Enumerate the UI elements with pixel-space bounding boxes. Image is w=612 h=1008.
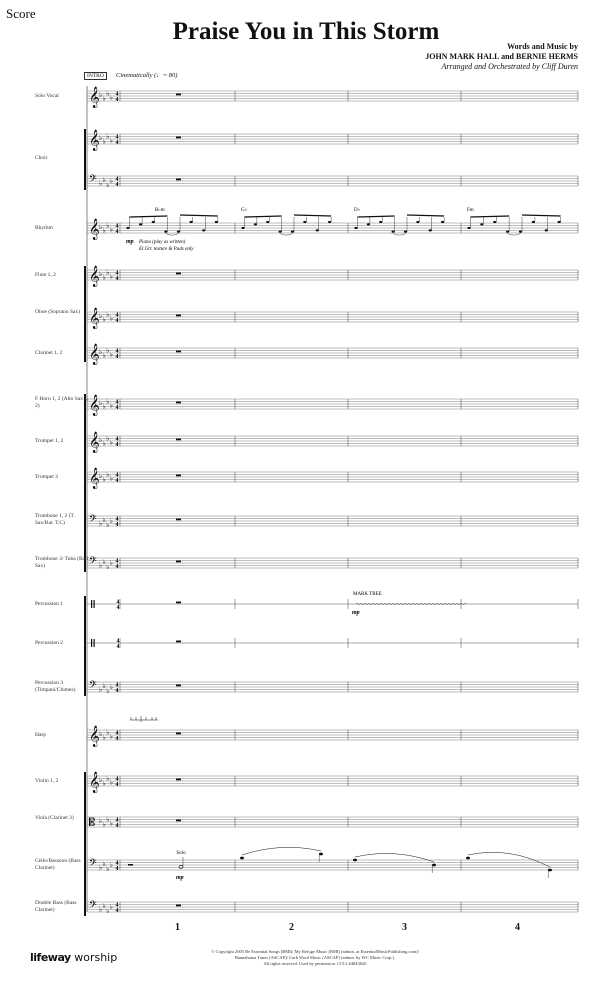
measure-number: 1 <box>175 922 180 933</box>
flat-icon: ♭ <box>109 225 114 234</box>
whole-rest <box>176 685 181 687</box>
note-head <box>429 229 432 231</box>
score-label: Score <box>6 6 36 21</box>
flat-icon: ♭ <box>106 180 110 189</box>
time-signature-bottom: 4 <box>115 97 119 103</box>
time-signature-bottom: 4 <box>115 318 119 324</box>
flat-icon: ♭ <box>109 517 114 525</box>
time-signature-bottom: 4 <box>115 866 119 872</box>
time-signature-bottom: 4 <box>115 736 119 742</box>
note-head <box>254 223 257 225</box>
flat-icon: ♭ <box>102 681 106 690</box>
alto-clef-icon: 𝄡 <box>89 816 96 829</box>
flat-icon: ♭ <box>99 729 103 738</box>
flat-icon: ♭ <box>106 346 110 355</box>
instrument-label: Oboe (Soprano Sax) <box>35 309 80 315</box>
flat-icon: ♭ <box>109 474 114 483</box>
treble-clef-icon: 𝄞 <box>89 395 100 416</box>
flat-icon: ♭ <box>109 136 114 145</box>
note-head <box>319 853 323 856</box>
treble-clef-icon: 𝄞 <box>89 726 100 747</box>
time-signature-bottom: 4 <box>115 182 119 188</box>
note-head <box>202 229 205 231</box>
whole-rest <box>176 733 181 735</box>
copyright <box>150 949 480 967</box>
instrument-label: Cello/Bassoon (Bass Clarinet) <box>35 858 81 871</box>
note-head <box>164 231 167 233</box>
flat-icon: ♭ <box>102 475 106 484</box>
flat-icon: ♭ <box>109 401 114 410</box>
flat-icon: ♭ <box>102 175 106 184</box>
flat-icon: ♭ <box>106 728 110 737</box>
beam <box>358 216 395 217</box>
flat-icon: ♭ <box>109 778 114 787</box>
bass-clef-icon: 𝄢 <box>89 899 97 913</box>
time-signature-top: 4 <box>115 348 119 355</box>
whole-rest <box>176 602 181 604</box>
whole-rest <box>176 179 181 181</box>
flat-icon: ♭ <box>109 314 114 323</box>
time-signature-top: 4 <box>115 176 119 183</box>
flat-icon: ♭ <box>106 268 110 277</box>
time-signature-top: 4 <box>115 270 119 277</box>
treble-clef-icon: 𝄞 <box>89 468 100 489</box>
flat-icon: ♭ <box>106 686 110 695</box>
beam <box>407 215 444 216</box>
flat-icon: ♭ <box>99 863 103 872</box>
whole-rest <box>176 475 181 477</box>
time-signature-top: 4 <box>115 817 119 824</box>
copyright-line: © Copyright 2005 Be Essential Songs (BMI)/ My Refuge Music (BMI) (admin. at EssentialMusicPublishing.com)/ <box>211 949 419 954</box>
flat-icon: ♭ <box>106 310 110 319</box>
flat-icon: ♭ <box>99 471 103 480</box>
flat-icon: ♭ <box>109 861 114 869</box>
treble-clef-icon: 𝄞 <box>89 344 100 365</box>
copyright-line: All rights reserved. Used by permission. CCLI #4843620 <box>263 961 367 966</box>
note-head <box>441 221 444 223</box>
whole-rest <box>176 137 181 139</box>
tempo-marking: Cinematically (♩= 80) <box>116 72 178 79</box>
chord-symbol: G♭ <box>241 208 247 213</box>
note-head <box>354 227 357 229</box>
flat-icon: ♭ <box>106 397 110 406</box>
time-signature-bottom: 4 <box>115 688 119 694</box>
time-signature-top: 4 <box>115 860 119 867</box>
time-signature-top: 4 <box>115 730 119 737</box>
flat-icon: ♭ <box>106 434 110 443</box>
note-head <box>241 227 244 229</box>
flat-icon: ♭ <box>102 557 106 566</box>
slur <box>355 853 434 862</box>
note-head <box>303 221 306 223</box>
flat-icon: ♭ <box>99 685 103 694</box>
time-signature-top: 4 <box>116 599 120 606</box>
time-signature-top: 4 <box>115 436 119 443</box>
flat-icon: ♭ <box>102 779 106 788</box>
flat-icon: ♭ <box>102 859 106 868</box>
time-signature-bottom: 4 <box>115 478 119 484</box>
instrument-label: Trumpet 3 <box>35 474 58 480</box>
beam <box>294 215 331 216</box>
instrument-label: Trumpet 1, 2 <box>35 438 64 444</box>
flat-icon: ♭ <box>102 226 106 235</box>
logo-light: worship <box>74 951 118 964</box>
whole-rest <box>176 905 181 907</box>
half-rest <box>128 864 133 866</box>
bass-clef-icon: 𝄢 <box>89 857 97 871</box>
flat-icon: ♭ <box>99 347 103 356</box>
measure-number: 4 <box>515 922 520 933</box>
flat-icon: ♭ <box>106 562 110 571</box>
flat-icon: ♭ <box>106 815 110 824</box>
time-signature-bottom: 4 <box>116 644 120 650</box>
time-signature-bottom: 4 <box>115 276 119 282</box>
dynamic-mp: mp <box>352 610 360 616</box>
flat-icon: ♭ <box>99 816 103 825</box>
harp-gliss-mark <box>130 716 158 722</box>
whole-rest <box>176 273 181 275</box>
time-signature-bottom: 4 <box>115 823 119 829</box>
note-head <box>404 231 407 233</box>
flat-icon: ♭ <box>99 561 103 570</box>
time-signature-top: 4 <box>115 902 119 909</box>
instrument-label: Double Bass (Bass Clarinet) <box>35 900 77 913</box>
time-signature-bottom: 4 <box>115 405 119 411</box>
beam <box>130 216 168 217</box>
flat-icon: ♭ <box>99 905 103 914</box>
bass-clef-icon: 𝄢 <box>89 555 97 569</box>
flat-icon: ♭ <box>99 90 103 99</box>
lifeway-worship-logo <box>30 951 117 964</box>
percussion-clef-icon <box>94 600 95 608</box>
time-signature-bottom: 4 <box>115 354 119 360</box>
time-signature-top: 4 <box>115 472 119 479</box>
words-music-label: Words and Music by <box>507 42 578 51</box>
chord-symbol: Fm <box>467 208 474 213</box>
flat-icon: ♭ <box>109 559 114 567</box>
treble-clef-icon: 𝄢 <box>89 173 97 187</box>
tie <box>166 234 179 236</box>
dynamic-mp: mp <box>176 875 184 881</box>
solo-marking: Solo <box>176 851 186 856</box>
time-signature-top: 4 <box>116 638 120 645</box>
instrument-label: Clarinet 1, 2 <box>35 350 63 356</box>
time-signature-bottom: 4 <box>115 229 119 235</box>
page-title: Praise You in This Storm <box>172 18 440 45</box>
flat-icon: ♭ <box>102 820 106 829</box>
instrument-label: Percussion 1 <box>35 601 63 607</box>
beam <box>471 216 510 217</box>
flat-icon: ♭ <box>102 137 106 146</box>
time-signature-bottom: 4 <box>115 522 119 528</box>
time-signature-top: 4 <box>115 399 119 406</box>
instrument-label: Flute 1, 2 <box>35 272 56 278</box>
percussion-clef-icon <box>91 639 92 647</box>
composers: JOHN MARK HALL and BERNIE HERMS <box>425 52 578 61</box>
treble-clef-icon: 𝄞 <box>89 432 100 453</box>
whole-rest <box>176 519 181 521</box>
chord-symbol: D♭ <box>354 208 360 213</box>
flat-icon: ♭ <box>106 470 110 479</box>
instrument-label: F Horn 1, 2 (Alto Sax 1, 2) <box>35 396 89 409</box>
beam <box>180 215 218 216</box>
tie <box>393 234 405 236</box>
measure-number: 2 <box>289 922 294 933</box>
flat-icon: ♭ <box>99 133 103 142</box>
flat-icon: ♭ <box>109 438 114 447</box>
flat-icon: ♭ <box>109 177 114 185</box>
flat-icon: ♭ <box>99 179 103 188</box>
treble-clef-icon: 𝄞 <box>89 308 100 329</box>
note-head <box>215 221 218 223</box>
note-head <box>266 221 269 223</box>
whole-rest <box>176 439 181 441</box>
time-signature-bottom: 4 <box>116 605 120 611</box>
instrument-label: Viola (Clarinet 3) <box>35 815 74 821</box>
note-head <box>506 231 509 233</box>
treble-clef-icon: 𝄞 <box>89 130 100 151</box>
time-signature-top: 4 <box>115 91 119 98</box>
note-head <box>467 227 470 229</box>
chord-symbol: B♭m <box>155 208 165 213</box>
flat-icon: ♭ <box>99 775 103 784</box>
flat-icon: ♭ <box>99 435 103 444</box>
flat-icon: ♭ <box>109 732 114 741</box>
whole-rest <box>176 779 181 781</box>
time-signature-bottom: 4 <box>115 140 119 146</box>
logo-bold: lifeway <box>30 951 71 964</box>
flat-icon: ♭ <box>109 819 114 828</box>
note-head <box>392 231 395 233</box>
note-head <box>532 221 535 223</box>
percussion-clef-icon <box>91 600 92 608</box>
note-head <box>416 221 419 223</box>
note-head <box>432 864 436 867</box>
flat-icon: ♭ <box>106 520 110 529</box>
flat-icon: ♭ <box>109 683 114 691</box>
flat-icon: ♭ <box>102 351 106 360</box>
time-signature-bottom: 4 <box>115 908 119 914</box>
flat-icon: ♭ <box>99 519 103 528</box>
tie <box>280 234 292 236</box>
dynamic-mp: mp <box>126 239 134 245</box>
time-signature-top: 4 <box>115 134 119 141</box>
whole-rest <box>176 820 181 822</box>
note-head <box>240 857 244 860</box>
whole-rest <box>176 315 181 317</box>
slur <box>242 847 321 855</box>
note-head <box>466 857 470 860</box>
note-head <box>177 231 180 233</box>
time-signature-top: 4 <box>115 516 119 523</box>
flat-icon: ♭ <box>99 398 103 407</box>
whole-rest <box>176 561 181 563</box>
beam <box>245 216 282 217</box>
note-head <box>519 231 522 233</box>
note-head <box>367 223 370 225</box>
flat-icon: ♭ <box>106 132 110 141</box>
time-signature-top: 4 <box>115 223 119 230</box>
note-head <box>545 229 548 231</box>
instrument-label: Harp <box>35 732 46 738</box>
instrument-label: Rhythm <box>35 225 53 231</box>
note-head <box>480 223 483 225</box>
time-signature-top: 4 <box>115 682 119 689</box>
note-head <box>316 229 319 231</box>
time-signature-bottom: 4 <box>115 442 119 448</box>
treble-clef-icon: 𝄞 <box>89 266 100 287</box>
whole-rest <box>176 402 181 404</box>
note-head <box>126 227 129 229</box>
note-head <box>548 869 552 872</box>
time-signature-top: 4 <box>115 558 119 565</box>
treble-clef-icon: 𝄞 <box>89 219 100 240</box>
note-head <box>139 223 142 225</box>
time-signature-top: 4 <box>115 312 119 319</box>
flat-icon: ♭ <box>106 89 110 98</box>
instrument-label: Solo Vocal <box>35 93 59 99</box>
whole-rest <box>176 94 181 96</box>
copyright-line: Bannahama Tunes (ASCAP)/ Curb Word Music (ASCAP) (admin. by WC Music Corp.). <box>234 955 396 960</box>
note-head <box>190 221 193 223</box>
flat-icon: ♭ <box>102 515 106 524</box>
note-head <box>353 859 357 862</box>
tie <box>508 234 521 236</box>
flat-icon: ♭ <box>102 315 106 324</box>
note-head <box>379 221 382 223</box>
performance-note: Piano (play as written) <box>139 240 186 245</box>
bass-clef-icon: 𝄢 <box>89 679 97 693</box>
percussion-instrument-label: MARK TREE <box>353 592 382 597</box>
time-signature-bottom: 4 <box>115 782 119 788</box>
slur <box>468 852 550 867</box>
section-intro-box: INTRO <box>84 72 107 80</box>
instrument-label: Violin 1, 2 <box>35 778 59 784</box>
flat-icon: ♭ <box>102 273 106 282</box>
flat-icon: ♭ <box>102 94 106 103</box>
flat-icon: ♭ <box>99 269 103 278</box>
time-signature-top: 4 <box>115 776 119 783</box>
note-head <box>152 221 155 223</box>
percussion-clef-icon <box>94 639 95 647</box>
flat-icon: ♭ <box>106 864 110 873</box>
instrument-label: Percussion 3 (Timpani/Chimes) <box>35 680 76 693</box>
performance-note: El.Gtr. texture & Pads only <box>139 247 194 252</box>
bass-clef-icon: 𝄢 <box>89 513 97 527</box>
flat-icon: ♭ <box>102 402 106 411</box>
treble-clef-icon: 𝄞 <box>89 87 100 108</box>
beam <box>522 215 561 216</box>
note-head <box>493 221 496 223</box>
instrument-label: Trombone 1, 2 (T. Sax/Bar. T.C) <box>35 513 75 526</box>
flat-icon: ♭ <box>102 901 106 910</box>
instrument-label: Trombone 3/ Tuba (Bari. Sax) <box>35 556 90 569</box>
flat-icon: ♭ <box>102 439 106 448</box>
measure-number: 3 <box>402 922 407 933</box>
flat-icon: ♭ <box>106 774 110 783</box>
note-head <box>558 221 561 223</box>
flat-icon: ♭ <box>109 903 114 911</box>
flat-icon: ♭ <box>109 350 114 359</box>
note-head <box>328 221 331 223</box>
note-head <box>291 231 294 233</box>
time-signature-bottom: 4 <box>115 564 119 570</box>
treble-clef-icon: 𝄞 <box>89 772 100 793</box>
half-note <box>179 866 183 869</box>
flat-icon: ♭ <box>109 93 114 102</box>
instrument-label: Choir <box>35 155 48 161</box>
note-head <box>279 231 282 233</box>
instrument-label: Percussion 2 <box>35 640 63 646</box>
arranger: Arranged and Orchestrated by Cliff Duren <box>441 62 578 71</box>
flat-icon: ♭ <box>99 222 103 231</box>
whole-rest <box>176 641 181 643</box>
flat-icon: ♭ <box>102 733 106 742</box>
flat-icon: ♭ <box>99 311 103 320</box>
flat-icon: ♭ <box>106 906 110 915</box>
flat-icon: ♭ <box>106 221 110 230</box>
flat-icon: ♭ <box>109 272 114 281</box>
whole-rest <box>176 351 181 353</box>
